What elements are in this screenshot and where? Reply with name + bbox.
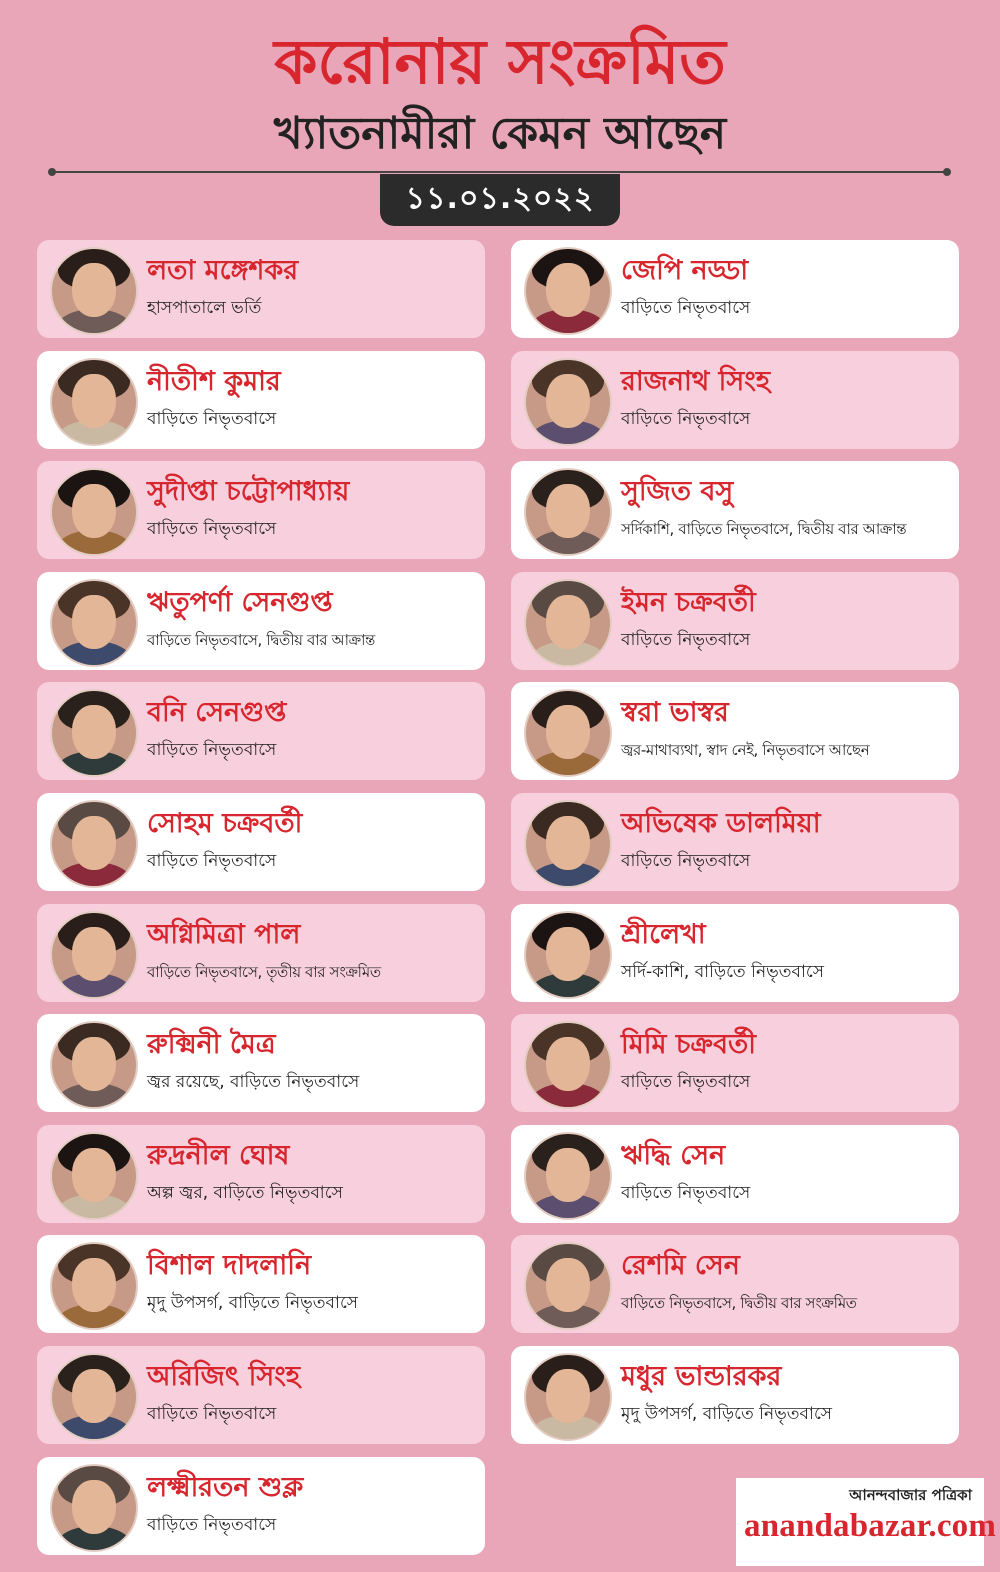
avatar [50,1021,138,1109]
celebrity-status: বাড়িতে নিভৃতবাসে [621,1072,751,1092]
celebrity-card [37,1014,485,1112]
celebrity-name: ইমন চক্রবর্তী [621,587,756,618]
avatar [524,1132,612,1220]
avatar [50,689,138,777]
avatar-face [72,1037,116,1091]
celebrity-name: অভিষেক ডালমিয়া [621,808,821,839]
celebrity-name: রাজনাথ সিংহ [621,366,771,397]
avatar-face [72,816,116,870]
celebrity-card [511,461,959,559]
avatar [524,911,612,999]
avatar-face [546,705,590,759]
avatar [524,1242,612,1330]
logo-site: anandabazar.com [744,1508,997,1544]
celebrity-name: জেপি নড্ডা [621,255,749,286]
avatar-face [546,484,590,538]
celebrity-name: লতা মঙ্গেশকর [147,255,299,286]
celebrity-name: রেশমি সেন [621,1250,740,1281]
celebrity-status: বাড়িতে নিভৃতবাসে [621,851,751,871]
celebrity-name: শ্রীলেখা [621,919,706,950]
avatar [50,1353,138,1441]
celebrity-name: স্বরা ভাস্বর [621,697,729,728]
celebrity-card [511,1346,959,1444]
avatar-face [72,263,116,317]
avatar-face [72,484,116,538]
avatar-face [72,1148,116,1202]
celebrity-status: জ্বর-মাথাব্যথা, স্বাদ নেই, নিভৃতবাসে আছেন [621,741,870,759]
celebrity-name: লক্ষ্মীরতন শুক্ল [147,1472,304,1503]
celebrity-card [511,351,959,449]
avatar [50,800,138,888]
celebrity-card [511,240,959,338]
publisher-logo[interactable] [736,1478,997,1566]
avatar-face [546,1258,590,1312]
celebrity-card [37,1125,485,1223]
avatar-face [546,927,590,981]
avatar-face [546,816,590,870]
avatar [524,358,612,446]
celebrity-name: অরিজিৎ সিংহ [147,1361,301,1392]
avatar [50,911,138,999]
celebrity-name: সুদীপ্তা চট্টোপাধ্যায় [147,476,350,507]
avatar [50,1464,138,1552]
celebrity-status: বাড়িতে নিভৃতবাসে [621,409,751,429]
celebrity-name: মিমি চক্রবর্তী [621,1029,756,1060]
celebrity-status: বাড়িতে নিভৃতবাসে [147,519,277,539]
celebrity-card [37,1346,485,1444]
celebrity-status: বাড়িতে নিভৃতবাসে, তৃতীয় বার সংক্রমিত [147,963,381,981]
celebrity-status: বাড়িতে নিভৃতবাসে [621,298,751,318]
avatar [50,1242,138,1330]
celebrity-status: বাড়িতে নিভৃতবাসে [147,1515,277,1535]
celebrity-card [37,1235,485,1333]
avatar [50,579,138,667]
avatar [524,800,612,888]
celebrity-card [37,1457,485,1555]
celebrity-status: জ্বর রয়েছে, বাড়িতে নিভৃতবাসে [147,1072,360,1092]
celebrity-name: নীতীশ কুমার [147,366,281,397]
celebrity-name: সোহম চক্রবর্তী [147,808,303,839]
avatar [524,579,612,667]
celebrity-name: ঋদ্ধি সেন [621,1140,726,1171]
celebrity-card [37,240,485,338]
celebrity-card [511,1125,959,1223]
celebrity-card [37,461,485,559]
logo-tagline: আনন্দবাজার পত্রিকা [849,1486,972,1504]
avatar-face [546,263,590,317]
avatar [50,468,138,556]
celebrity-card [37,682,485,780]
celebrity-status: সর্দিকাশি, বাড়িতে নিভৃতবাসে, দ্বিতীয় বার আক্রান্ত [621,520,907,538]
avatar [524,247,612,335]
avatar [524,468,612,556]
celebrity-name: সুজিত বসু [621,476,734,507]
avatar-face [546,1369,590,1423]
avatar [524,1021,612,1109]
celebrity-name: রুক্মিনী মৈত্র [147,1029,276,1060]
celebrity-card [37,793,485,891]
celebrity-status: হাসপাতালে ভর্তি [147,298,262,318]
celebrity-status: বাড়িতে নিভৃতবাসে [147,851,277,871]
celebrity-status: বাড়িতে নিভৃতবাসে [147,740,277,760]
celebrity-status: বাড়িতে নিভৃতবাসে [621,1183,751,1203]
celebrity-name: বনি সেনগুপ্ত [147,697,287,728]
celebrity-card [37,572,485,670]
avatar-face [546,595,590,649]
avatar-face [72,705,116,759]
avatar-face [72,595,116,649]
avatar [50,247,138,335]
avatar [50,358,138,446]
avatar-face [72,927,116,981]
avatar-face [72,374,116,428]
celebrity-status: বাড়িতে নিভৃতবাসে [147,409,277,429]
celebrity-status: বাড়িতে নিভৃতবাসে, দ্বিতীয় বার আক্রান্ত [147,631,375,649]
divider [52,171,947,173]
celebrity-name: অগ্নিমিত্রা পাল [147,919,301,950]
celebrity-status: মৃদু উপসর্গ, বাড়িতে নিভৃতবাসে [147,1293,359,1313]
date-badge: ১১.০১.২০২২ [380,174,620,226]
celebrity-card [37,904,485,1002]
celebrity-name: ঋতুপর্ণা সেনগুপ্ত [147,587,333,618]
celebrity-card [511,1014,959,1112]
celebrity-status: বাড়িতে নিভৃতবাসে, দ্বিতীয় বার সংক্রমিত [621,1294,857,1312]
avatar-face [546,374,590,428]
celebrity-card [511,793,959,891]
page-subtitle: খ্যাতনামীরা কেমন আছেন [273,108,727,159]
celebrity-status: মৃদু উপসর্গ, বাড়িতে নিভৃতবাসে [621,1404,833,1424]
celebrity-name: মধুর ভান্ডারকর [621,1361,782,1392]
avatar [524,1353,612,1441]
celebrity-name: রুদ্রনীল ঘোষ [147,1140,290,1171]
avatar [524,689,612,777]
avatar-face [72,1258,116,1312]
avatar-face [546,1148,590,1202]
page-title: করোনায় সংক্রমিত [274,25,726,98]
avatar-face [72,1480,116,1534]
celebrity-status: বাড়িতে নিভৃতবাসে [621,630,751,650]
avatar [50,1132,138,1220]
celebrity-card [511,682,959,780]
celebrity-card [37,351,485,449]
avatar-face [546,1037,590,1091]
celebrity-status: সর্দি-কাশি, বাড়িতে নিভৃতবাসে [621,962,824,982]
celebrity-card [511,572,959,670]
celebrity-card [511,904,959,1002]
celebrity-name: বিশাল দাদলানি [147,1250,312,1281]
celebrity-card [511,1235,959,1333]
avatar-face [72,1369,116,1423]
celebrity-status: অল্প জ্বর, বাড়িতে নিভৃতবাসে [147,1183,343,1203]
celebrity-status: বাড়িতে নিভৃতবাসে [147,1404,277,1424]
